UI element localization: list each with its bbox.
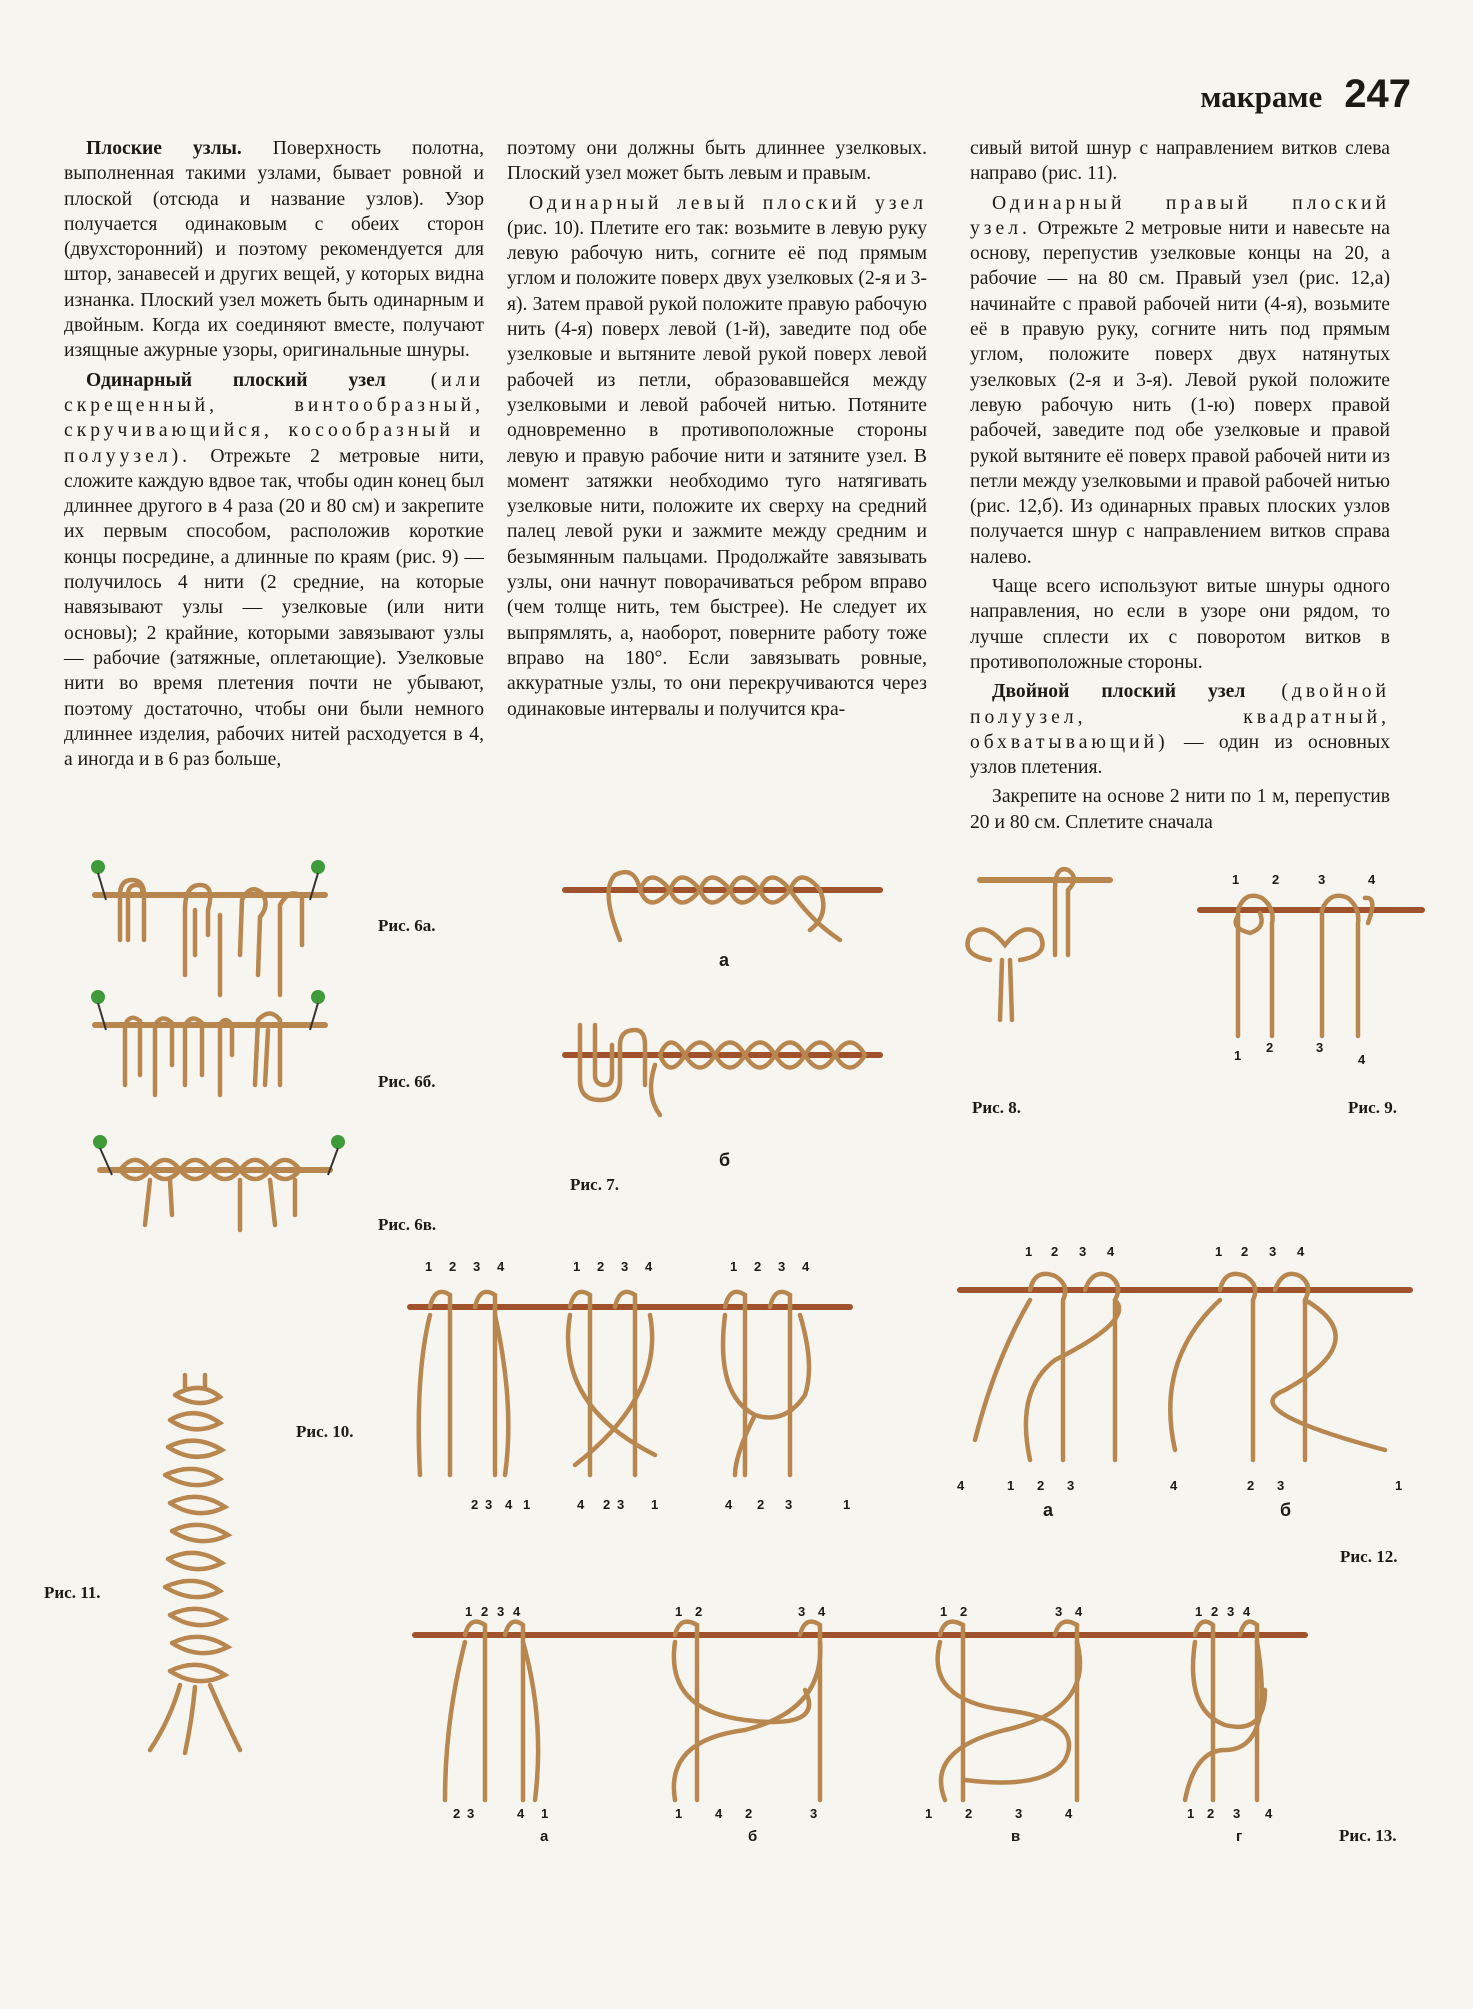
caption-fig-6a: Рис. 6а.: [378, 916, 436, 935]
svg-text:3: 3: [785, 1497, 793, 1512]
caption-fig-9: Рис. 9.: [1348, 1098, 1397, 1117]
text-column-1: [64, 136, 484, 772]
svg-text:3: 3: [621, 1259, 629, 1274]
svg-text:1: 1: [465, 1604, 473, 1619]
svg-text:4: 4: [497, 1259, 505, 1274]
svg-text:3: 3: [497, 1604, 505, 1619]
svg-text:2: 2: [1051, 1244, 1059, 1259]
label-fig-7b: б: [719, 1150, 731, 1170]
svg-text:1: 1: [925, 1806, 933, 1821]
paragraph-text: (рис. 10). Плетите его так: возьмите в левую руку левую рабочую нить, согните её под прямым углом и положите поверх двух узелковых (2-я и 3-я). Затем правой рукой положите правую рабочую нить (4-я) поверх левой (1-й), заведите под обе узелковые и вытяните левой рукой поверх левой рабочей из петли, образовавшейся между узелковыми и левой рабочей нитью. Потяните одновременно в противоположные стороны левую и правую рабочие нити и затяните узел. В момент затяжки необходимо туго натягивать узелковые нити, положите их сверху на средний палец левой руки и зажмите между средним и безымянным пальцами. Продолжайте завязывать узлы, они начнут поворачиваться ребром вправо (чем толще нить, тем быстрее). Не следует их выпрямлять, а, наоборот, поверните работу тоже вправо на 180°. Если завязывать ровные, аккуратные узлы, то они перекручиваются через одинаковые интервалы и получится кра-: [507, 217, 927, 720]
svg-text:4: 4: [1243, 1604, 1251, 1619]
svg-text:1: 1: [1232, 872, 1240, 887]
paragraph: [970, 191, 1390, 570]
svg-text:3: 3: [467, 1806, 475, 1821]
svg-text:3: 3: [485, 1497, 493, 1512]
paragraph: [970, 136, 1390, 187]
caption-fig-6b: Рис. 6б.: [378, 1072, 436, 1091]
figure-6b-drawing: [91, 990, 325, 1095]
term-list: (двойной полуузел, квадратный, обхватывающий): [970, 681, 1390, 753]
paragraph-heading: Одинарный левый плоский узел: [529, 192, 927, 214]
paragraph-heading: Одинарный плоский узел: [86, 369, 386, 391]
svg-text:1: 1: [651, 1497, 659, 1512]
svg-text:2: 2: [471, 1497, 479, 1512]
svg-text:3: 3: [1079, 1244, 1087, 1259]
text-column-2: [507, 136, 927, 722]
paragraph-text: Отрежьте 2 метровые нити, сложите каждую вдвое так, чтобы один конец был длиннее другого в 4 раза (20 и 80 см) и закрепите их первым способом, расположив короткие концы посредине, а длинные по краям (рис. 9) — получилось 4 нити (2 средние, на которые навязывают узлы — узелковые (или нити основы); 2 крайние, которыми завязывают узлы — рабочие (затяжные, оплетающие). Узелковые нити во время плетения почти не убывают, поэтому достаточно, чтобы они были немного длиннее изделия, рабочих нитей расходуется в 4, а иногда и в 6 раз больше,: [64, 445, 484, 771]
svg-text:4: 4: [725, 1497, 733, 1512]
svg-text:2: 2: [965, 1806, 973, 1821]
svg-text:2: 2: [1241, 1244, 1249, 1259]
svg-text:4: 4: [1265, 1806, 1273, 1821]
svg-text:4: 4: [1368, 872, 1376, 887]
paragraph-text: Отрежьте 2 метровые нити и навесьте на основу, перепустив узелковые концы на 20, а рабочие — на 80 см. Правый узел (рис. 12,а) начинайте с правой рабочей нити (4-я), возьмите её в правую руку, согните нить под прямым углом, положите поверх двух натянутых узелковых (2-я и 3-я). Левой рукой положите левую рабочую нить (1-ю) поверх правой рабочей, заведите под обе узелковые и правой рукой вытяните её поверх правой рабочей нити из петли между узелковыми и правой рабочей нитью (рис. 12,б). Из одинарных правых плоских узлов получается шнур с направлением витков справа налево.: [970, 217, 1390, 568]
svg-text:2: 2: [603, 1497, 611, 1512]
figure-13-illustration: [405, 1600, 1325, 1860]
svg-text:1: 1: [425, 1259, 433, 1274]
svg-text:3: 3: [778, 1259, 786, 1274]
section-title: макраме: [1200, 79, 1323, 114]
svg-text:2: 2: [597, 1259, 605, 1274]
svg-text:4: 4: [1170, 1478, 1178, 1493]
svg-text:1: 1: [1007, 1478, 1015, 1493]
paragraph: [970, 784, 1390, 835]
svg-text:2: 2: [1207, 1806, 1215, 1821]
svg-text:3: 3: [617, 1497, 625, 1512]
svg-text:1: 1: [730, 1259, 738, 1274]
svg-text:1: 1: [675, 1806, 683, 1821]
svg-text:1: 1: [940, 1604, 948, 1619]
paragraph-text: Поверхность полотна, выполненная такими узлами, бывает ровной и плоской (отсюда и название узлов). Узор получается одинаковым с обеих сторон (двухсторонний) и поэтому рекомендуется для штор, занавесей и других вещей, у которых видна изнанка. Плоский узел можеть быть одинарным и двойным. Когда их соединяют вместе, получают изящные ажурные узоры, оригинальные шнуры.: [64, 138, 485, 362]
paragraph: [64, 136, 484, 364]
svg-text:4: 4: [645, 1259, 653, 1274]
caption-fig-11: Рис. 11.: [44, 1583, 101, 1602]
svg-text:2: 2: [453, 1806, 461, 1821]
paragraph: [507, 136, 927, 187]
figure-7b-drawing: [565, 1025, 880, 1115]
figure-10-illustration: [405, 1255, 865, 1525]
svg-text:2: 2: [1211, 1604, 1219, 1619]
paragraph-heading: Плоские узлы.: [86, 138, 242, 159]
figure-7a-drawing: [565, 872, 880, 940]
svg-text:1: 1: [523, 1497, 531, 1512]
svg-text:1: 1: [541, 1806, 549, 1821]
svg-text:3: 3: [473, 1259, 481, 1274]
caption-fig-13: Рис. 13.: [1339, 1826, 1397, 1845]
figure-9-illustration: [1190, 868, 1430, 1078]
svg-text:4: 4: [1297, 1244, 1305, 1259]
figure-6a-drawing: [91, 860, 325, 995]
svg-text:2: 2: [1266, 1040, 1274, 1055]
svg-text:3: 3: [1277, 1478, 1285, 1493]
paragraph-text: Чаще всего используют витые шнуры одного направления, но если в узоре они рядом, то лучше сплести их с поворотом витков в противоположные стороны.: [970, 576, 1390, 673]
svg-text:4: 4: [1075, 1604, 1083, 1619]
label-fig-12b: б: [1280, 1500, 1292, 1520]
svg-text:3: 3: [810, 1806, 818, 1821]
svg-text:3: 3: [1269, 1244, 1277, 1259]
figure-6-illustration: [80, 855, 370, 1235]
figure-8-illustration: [950, 860, 1130, 1030]
svg-text:4: 4: [1065, 1806, 1073, 1821]
caption-fig-7: Рис. 7.: [570, 1175, 619, 1194]
svg-text:1: 1: [1025, 1244, 1033, 1259]
svg-text:4: 4: [505, 1497, 513, 1512]
svg-text:3: 3: [1316, 1040, 1324, 1055]
svg-text:1: 1: [675, 1604, 683, 1619]
svg-text:3: 3: [798, 1604, 806, 1619]
svg-text:3: 3: [1015, 1806, 1023, 1821]
paragraph: [970, 574, 1390, 675]
paragraph-heading: Одинарный правый плоский узел.: [970, 192, 1390, 239]
svg-text:4: 4: [957, 1478, 965, 1493]
caption-fig-6c: Рис. 6в.: [378, 1215, 437, 1234]
label-fig-13a: а: [540, 1828, 549, 1845]
caption-fig-8: Рис. 8.: [972, 1098, 1021, 1117]
svg-text:4: 4: [802, 1259, 810, 1274]
label-fig-13b: б: [748, 1828, 758, 1845]
running-header: [1200, 72, 1411, 117]
paragraph: [970, 679, 1390, 780]
svg-text:4: 4: [1107, 1244, 1115, 1259]
figure-6c-drawing: [93, 1135, 345, 1230]
svg-text:4: 4: [577, 1497, 585, 1512]
svg-text:2: 2: [754, 1259, 762, 1274]
paragraph-heading: Двойной плоский узел: [992, 681, 1246, 703]
svg-text:3: 3: [1227, 1604, 1235, 1619]
paragraph: [507, 191, 927, 722]
svg-text:1: 1: [843, 1497, 851, 1512]
label-fig-7a: а: [719, 950, 730, 970]
figure-12-illustration: [955, 1240, 1425, 1530]
svg-text:3: 3: [1055, 1604, 1063, 1619]
svg-text:2: 2: [695, 1604, 703, 1619]
label-fig-12a: а: [1043, 1500, 1054, 1520]
paragraph-text: — один из основных узлов плетения.: [970, 731, 1390, 779]
svg-text:2: 2: [481, 1604, 489, 1619]
figure-11-illustration: [140, 1375, 260, 1755]
label-fig-13v: в: [1011, 1828, 1021, 1845]
svg-text:4: 4: [1358, 1052, 1366, 1067]
svg-text:1: 1: [1234, 1048, 1242, 1063]
svg-text:1: 1: [1395, 1478, 1403, 1493]
svg-text:3: 3: [1233, 1806, 1241, 1821]
label-fig-13g: г: [1236, 1828, 1243, 1845]
text-column-3: [970, 136, 1390, 835]
svg-text:2: 2: [1247, 1478, 1255, 1493]
svg-text:4: 4: [513, 1604, 521, 1619]
svg-text:1: 1: [1195, 1604, 1203, 1619]
paragraph: [64, 368, 484, 773]
svg-text:2: 2: [449, 1259, 457, 1274]
term-list: (или скрещенный, винтообразный, скручивающийся, косообразный и полуузел).: [64, 369, 484, 467]
svg-text:2: 2: [1272, 872, 1280, 887]
paragraph-text: сивый витой шнур с направлением витков слева направо (рис. 11).: [970, 138, 1390, 185]
svg-text:4: 4: [517, 1806, 525, 1821]
svg-text:1: 1: [1187, 1806, 1195, 1821]
svg-text:4: 4: [715, 1806, 723, 1821]
page-number: 247: [1344, 72, 1411, 116]
svg-text:3: 3: [1067, 1478, 1075, 1493]
svg-text:1: 1: [573, 1259, 581, 1274]
svg-text:2: 2: [1037, 1478, 1045, 1493]
figure-7-illustration: [560, 860, 900, 1150]
paragraph-text: поэтому они должны быть длиннее узелковых. Плоский узел может быть левым и правым.: [507, 138, 927, 185]
svg-text:3: 3: [1318, 872, 1326, 887]
svg-text:2: 2: [745, 1806, 753, 1821]
svg-text:2: 2: [757, 1497, 765, 1512]
paragraph-text: Закрепите на основе 2 нити по 1 м, перепустив 20 и 80 см. Сплетите сначала: [970, 786, 1390, 833]
svg-text:1: 1: [1215, 1244, 1223, 1259]
svg-text:2: 2: [960, 1604, 968, 1619]
svg-text:4: 4: [818, 1604, 826, 1619]
caption-fig-12: Рис. 12.: [1340, 1547, 1398, 1566]
caption-fig-10: Рис. 10.: [296, 1422, 354, 1441]
